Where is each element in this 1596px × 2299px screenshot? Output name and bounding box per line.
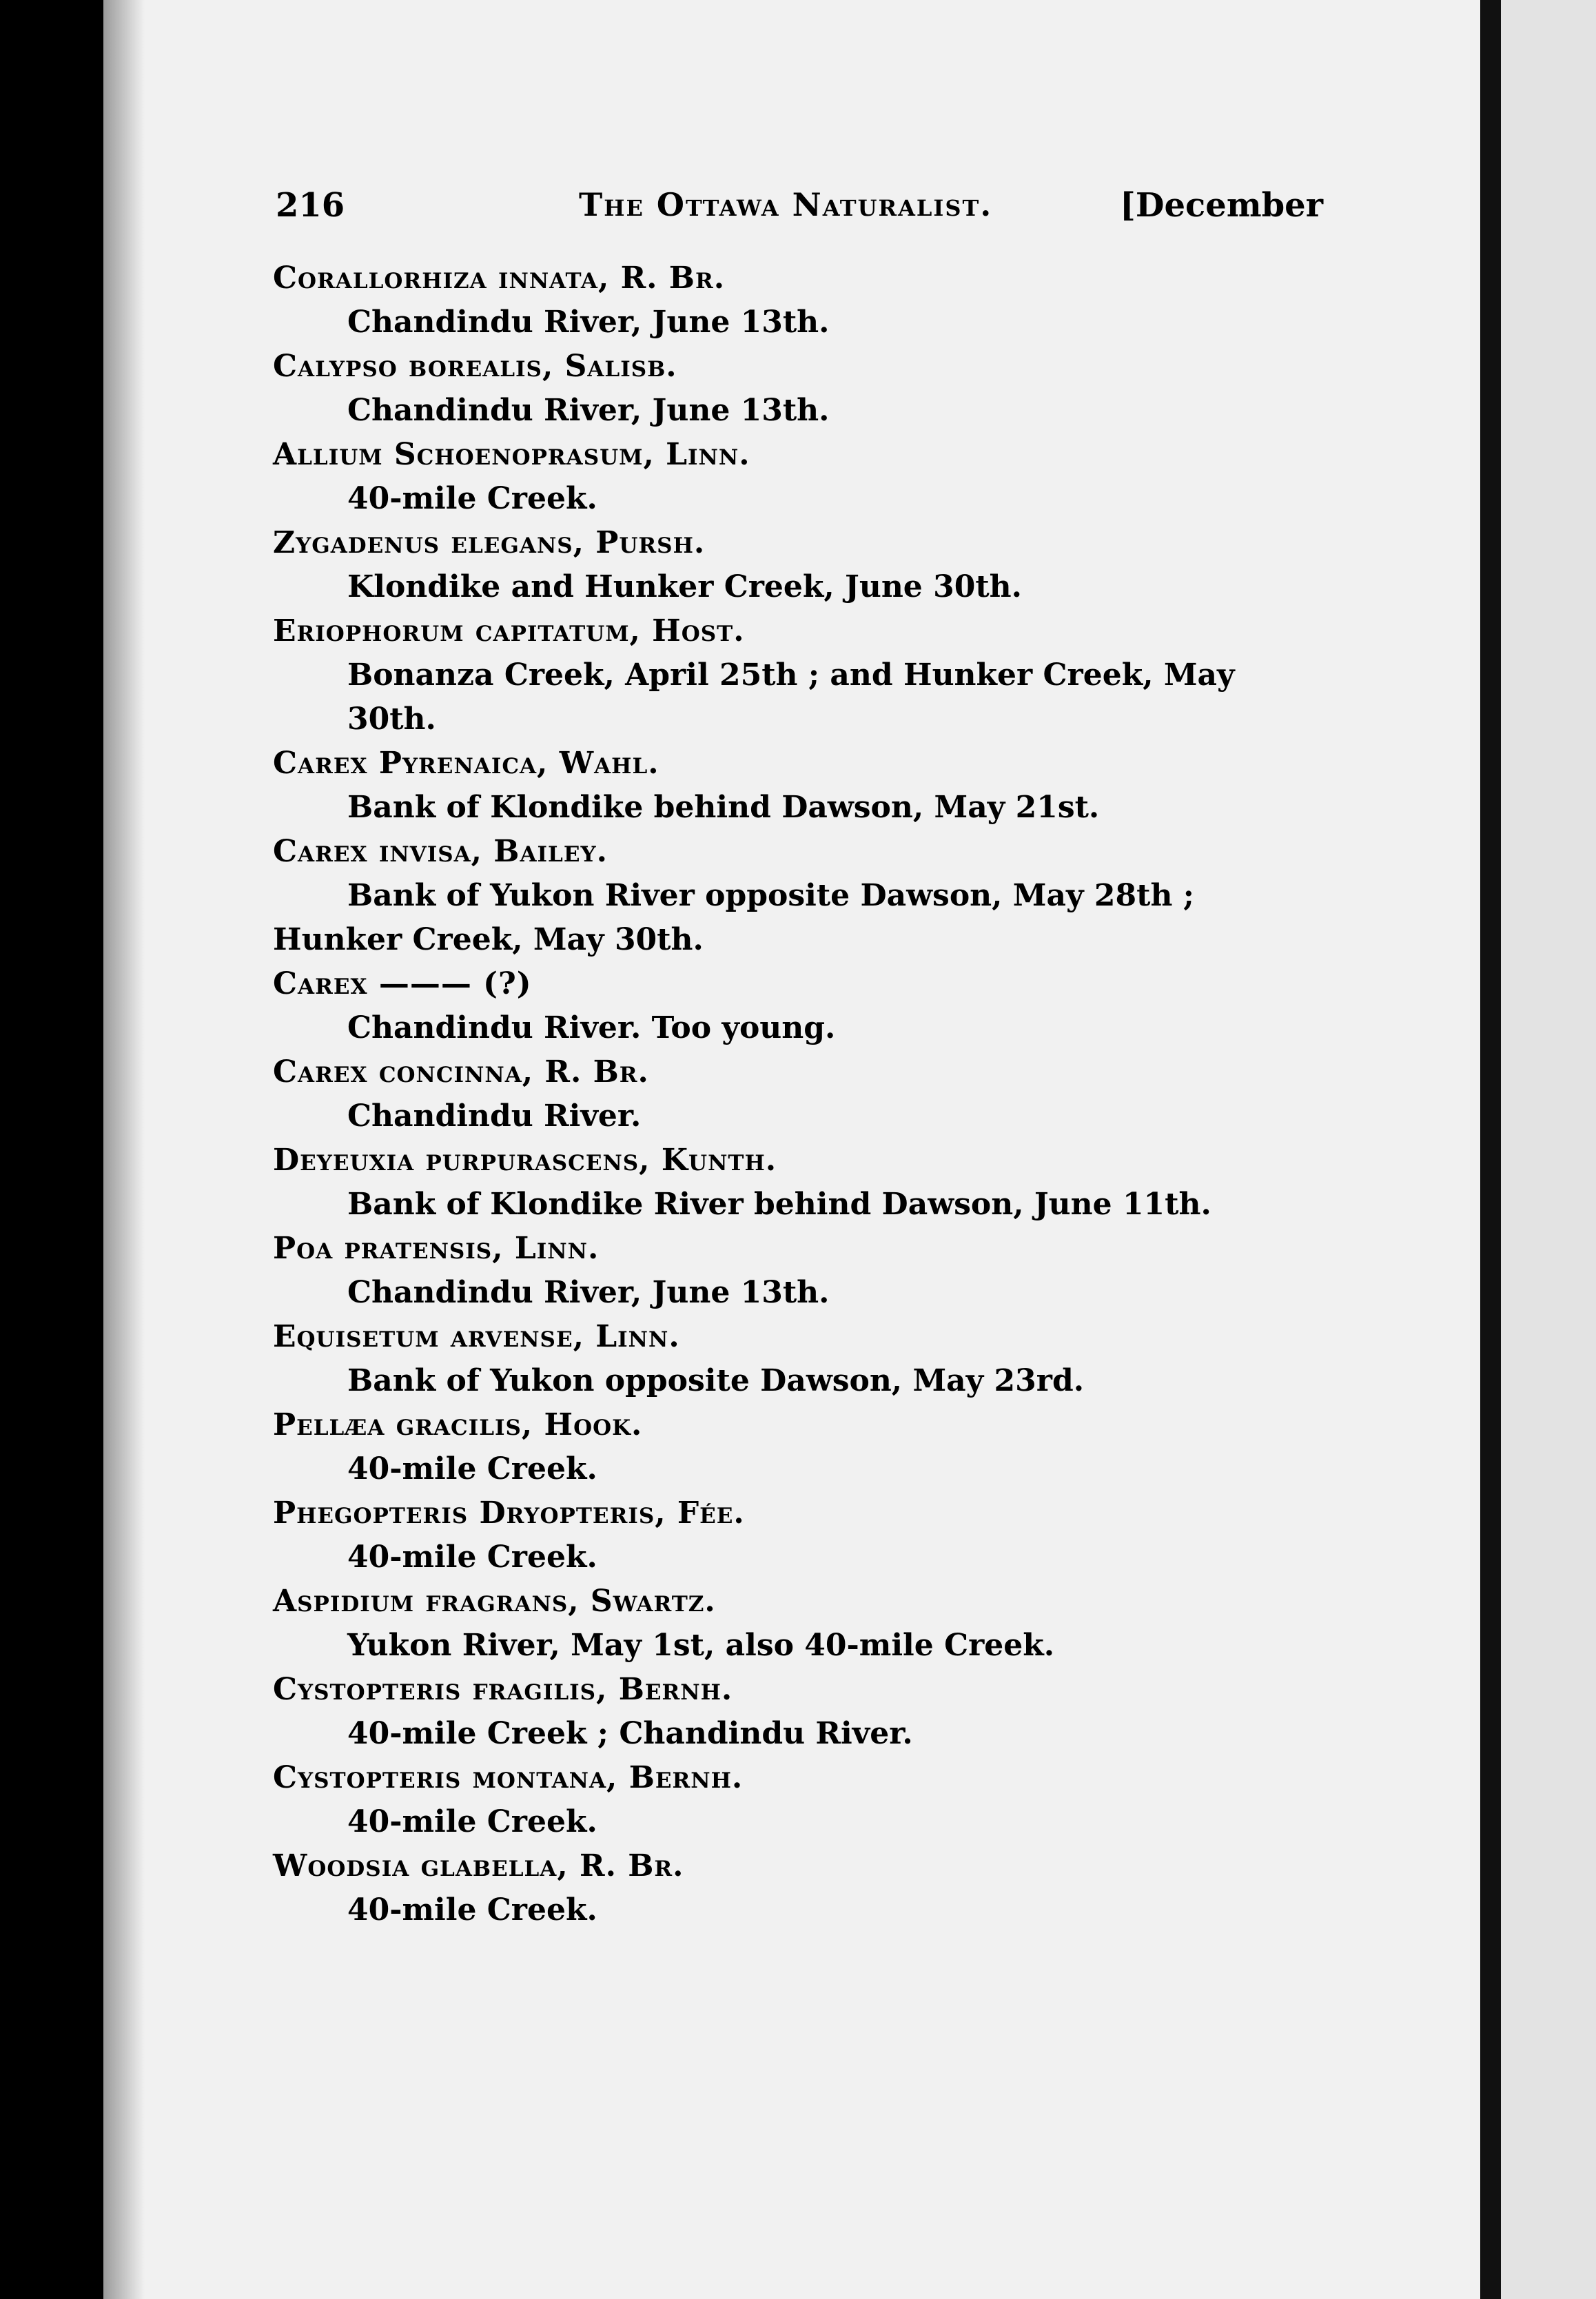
- species-name: Eriophorum capitatum, Host.: [273, 613, 745, 648]
- species-locality: 40-mile Creek ; Chandindu River.: [347, 1716, 913, 1751]
- species-name: Aspidium fragrans, Swartz.: [273, 1584, 716, 1619]
- species-entry: [273, 433, 1327, 521]
- species-entry: [273, 345, 1327, 433]
- species-name: Cystopteris montana, Bernh.: [273, 1760, 744, 1795]
- gutter-shadow: [103, 0, 145, 2299]
- species-entry: [273, 1844, 1327, 1932]
- species-locality: Klondike and Hunker Creek, June 30th.: [347, 569, 1022, 604]
- species-entry: [273, 1138, 1327, 1227]
- species-name: Zygadenus elegans, Pursh.: [273, 525, 706, 560]
- species-name: Equisetum arvense, Linn.: [273, 1319, 680, 1354]
- species-locality: 40-mile Creek.: [347, 1540, 597, 1575]
- species-name: Pellæa gracilis, Hook.: [273, 1407, 643, 1442]
- species-name: Woodsia glabella, R. Br.: [273, 1848, 684, 1883]
- species-name: Deyeuxia purpurascens, Kunth.: [273, 1143, 777, 1178]
- species-name: Cystopteris fragilis, Bernh.: [273, 1672, 733, 1707]
- species-locality: Bank of Klondike behind Dawson, May 21st.: [347, 790, 1100, 825]
- species-list: [273, 256, 1327, 1932]
- species-locality: Chandindu River, June 13th.: [347, 393, 830, 428]
- species-name: Phegopteris Dryopteris, Fée.: [273, 1495, 745, 1531]
- species-locality: Bank of Yukon River opposite Dawson, May 28th ; Hunker Creek, May 30th.: [273, 878, 1194, 957]
- species-entry: [273, 830, 1327, 962]
- species-name: Carex ——— (?): [273, 966, 532, 1001]
- species-entry: [273, 256, 1327, 345]
- facing-page-edge: [1501, 0, 1596, 2299]
- running-header: [276, 186, 1323, 234]
- species-locality: 40-mile Creek.: [347, 1451, 597, 1486]
- species-locality: Chandindu River. Too young.: [347, 1010, 836, 1045]
- species-locality: Yukon River, May 1st, also 40-mile Creek.: [347, 1628, 1055, 1663]
- species-name: Poa pratensis, Linn.: [273, 1231, 600, 1266]
- species-name: Allium Schoenoprasum, Linn.: [273, 437, 750, 472]
- species-locality: Chandindu River.: [347, 1099, 642, 1134]
- species-name: Carex concinna, R. Br.: [273, 1054, 649, 1090]
- species-locality: Chandindu River, June 13th.: [347, 1275, 830, 1310]
- species-entry: [273, 609, 1327, 742]
- species-entry: [273, 962, 1327, 1050]
- species-locality: Bonanza Creek, April 25th ; and Hunker Creek, May 30th.: [347, 657, 1235, 737]
- species-name: Carex invisa, Bailey.: [273, 834, 608, 869]
- species-entry: [273, 1227, 1327, 1315]
- species-name: Calypso borealis, Salisb.: [273, 349, 677, 384]
- species-locality: 40-mile Creek.: [347, 1804, 597, 1839]
- species-entry: [273, 1668, 1327, 1756]
- species-entry: [273, 1580, 1327, 1668]
- species-entry: [273, 1050, 1327, 1138]
- species-entry: [273, 521, 1327, 609]
- species-locality: Bank of Klondike River behind Dawson, June 11th.: [347, 1187, 1211, 1222]
- issue-month: [December: [1120, 186, 1323, 225]
- species-locality: 40-mile Creek.: [347, 481, 597, 516]
- species-locality: 40-mile Creek.: [347, 1892, 597, 1928]
- species-locality: Chandindu River, June 13th.: [347, 305, 830, 340]
- species-entry: [273, 1491, 1327, 1580]
- species-entry: [273, 1315, 1327, 1403]
- species-locality: Bank of Yukon opposite Dawson, May 23rd.: [347, 1363, 1085, 1398]
- species-entry: [273, 1756, 1327, 1844]
- journal-title: The Ottawa Naturalist.: [579, 186, 993, 223]
- species-name: Carex Pyrenaica, Wahl.: [273, 746, 659, 781]
- species-name: Corallorhiza innata, R. Br.: [273, 260, 726, 296]
- species-entry: [273, 742, 1327, 830]
- book-spine: [1480, 0, 1501, 2299]
- page-number: 216: [276, 186, 345, 225]
- species-entry: [273, 1403, 1327, 1491]
